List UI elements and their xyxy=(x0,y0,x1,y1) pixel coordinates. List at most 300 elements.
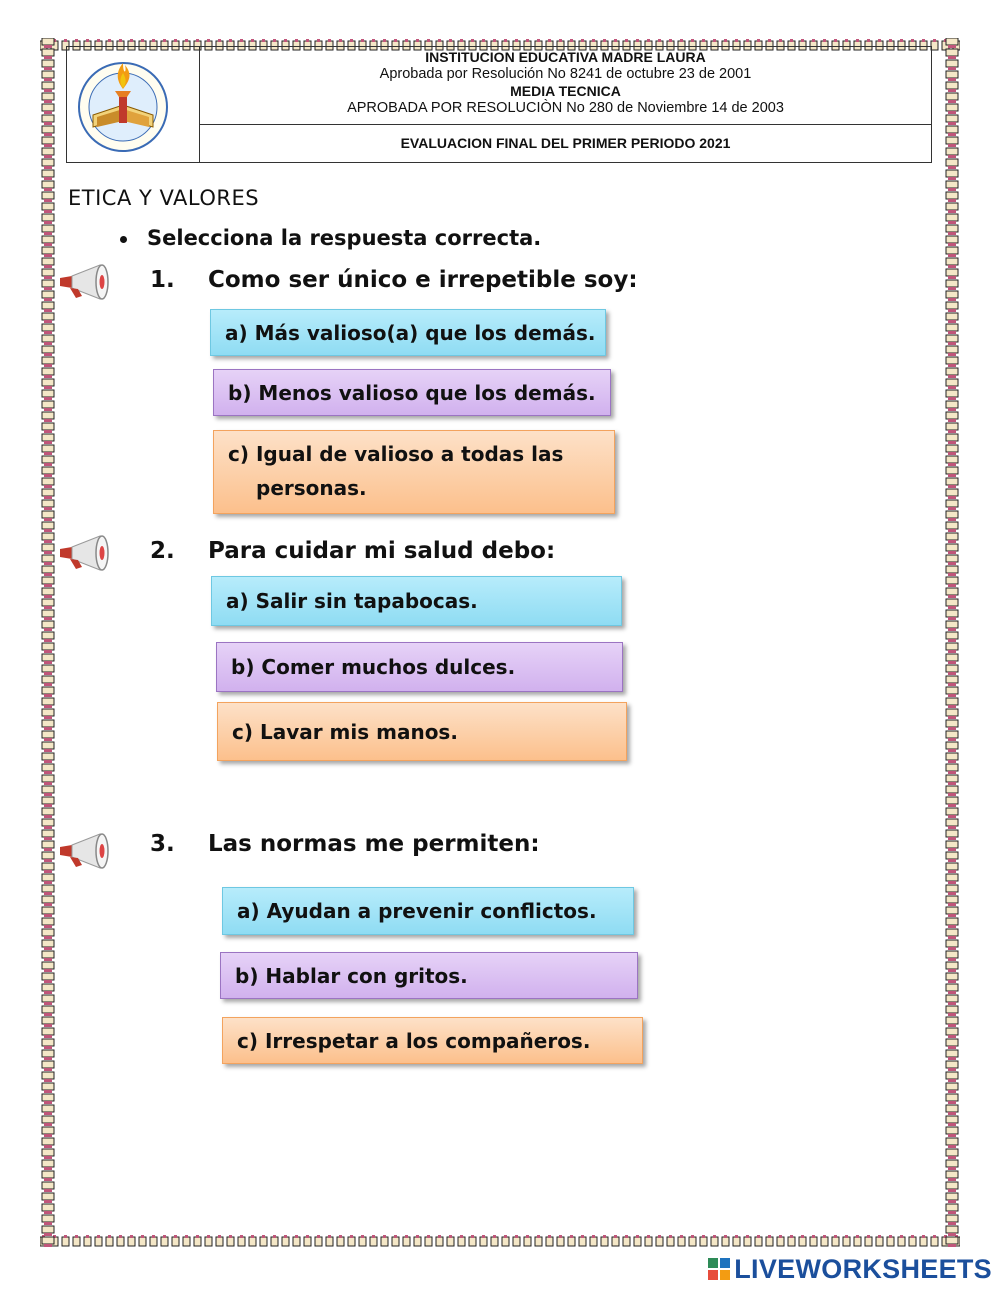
pencil-border-motif xyxy=(42,918,54,928)
pencil-border-motif xyxy=(337,1235,344,1246)
pencil-border-motif xyxy=(799,1235,806,1246)
pencil-border-motif xyxy=(216,1235,223,1246)
pencil-border-motif xyxy=(42,764,54,774)
pencil-border-motif xyxy=(946,764,958,774)
pencil-border-motif xyxy=(238,1235,245,1246)
header-table xyxy=(66,46,932,163)
pencil-border-motif xyxy=(946,863,958,873)
pencil-border-motif xyxy=(832,1235,839,1246)
pencil-border-motif xyxy=(946,522,958,532)
pencil-border-motif xyxy=(42,247,54,257)
pencil-border-motif xyxy=(42,863,54,873)
pencil-border-motif xyxy=(777,1235,784,1246)
pencil-border-motif xyxy=(260,1235,267,1246)
pencil-border-motif xyxy=(42,82,54,92)
pencil-border-right xyxy=(944,38,960,1248)
pencil-border-motif xyxy=(469,1235,476,1246)
pencil-border-motif xyxy=(42,698,54,708)
q3-option-c[interactable] xyxy=(222,1017,643,1064)
pencil-border-motif xyxy=(946,654,958,664)
pencil-border-motif xyxy=(42,742,54,752)
question-1-number: 1. xyxy=(150,267,175,293)
pencil-border-motif xyxy=(502,1235,509,1246)
q1-option-b[interactable] xyxy=(213,369,611,416)
pencil-border-motif xyxy=(42,995,54,1005)
pencil-border-motif xyxy=(946,874,958,884)
pencil-border-motif xyxy=(909,1235,916,1246)
pencil-border-motif xyxy=(42,291,54,301)
megaphone-icon[interactable] xyxy=(56,831,122,871)
pencil-border-motif xyxy=(42,819,54,829)
pencil-border-motif xyxy=(42,1171,54,1181)
pencil-border-motif xyxy=(946,1138,958,1148)
q3-option-a[interactable] xyxy=(222,887,634,935)
pencil-border-motif xyxy=(946,170,958,180)
pencil-border-motif xyxy=(42,885,54,895)
pencil-border-motif xyxy=(42,236,54,246)
institution-name: INSTITUCION EDUCATIVA MADRE LAURA xyxy=(425,49,706,65)
pencil-border-motif xyxy=(946,808,958,818)
pencil-border-motif xyxy=(42,962,54,972)
pencil-border-motif xyxy=(946,192,958,202)
pencil-border-motif xyxy=(447,1235,454,1246)
pencil-border-motif xyxy=(42,753,54,763)
pencil-border-motif xyxy=(436,1235,443,1246)
pencil-border-motif xyxy=(946,489,958,499)
pencil-border-motif xyxy=(42,797,54,807)
pencil-border-motif xyxy=(946,148,958,158)
pencil-border-motif xyxy=(42,1204,54,1214)
pencil-border-motif xyxy=(946,896,958,906)
pencil-border-motif xyxy=(42,126,54,136)
pencil-border-motif xyxy=(42,1193,54,1203)
approval-line-1: Aprobada por Resolución No 8241 de octubre 23 de 2001 xyxy=(379,66,752,82)
pencil-border-motif xyxy=(946,412,958,422)
pencil-border-motif xyxy=(711,1235,718,1246)
pencil-border-motif xyxy=(601,1235,608,1246)
header-exam-block xyxy=(200,125,931,162)
pencil-border-motif xyxy=(946,258,958,268)
pencil-border-motif xyxy=(946,247,958,257)
pencil-border-motif xyxy=(106,1235,113,1246)
pencil-border-motif xyxy=(392,1235,399,1246)
pencil-border-motif xyxy=(876,1235,883,1246)
pencil-border-motif xyxy=(42,1006,54,1016)
pencil-border-motif xyxy=(524,1235,531,1246)
pencil-border-motif xyxy=(946,544,958,554)
pencil-border-motif xyxy=(42,1116,54,1126)
pencil-border-motif xyxy=(42,907,54,917)
pencil-border-motif xyxy=(946,841,958,851)
pencil-border-motif xyxy=(946,1039,958,1049)
pencil-border-motif xyxy=(946,643,958,653)
pencil-border-motif xyxy=(293,1235,300,1246)
pencil-border-motif xyxy=(946,533,958,543)
pencil-border-motif xyxy=(73,1235,80,1246)
pencil-border-motif xyxy=(42,654,54,664)
pencil-border-motif xyxy=(42,258,54,268)
pencil-border-motif xyxy=(946,93,958,103)
pencil-border-motif xyxy=(42,1149,54,1159)
pencil-border-bottom xyxy=(40,1234,960,1248)
pencil-border-motif xyxy=(42,984,54,994)
pencil-border-motif xyxy=(42,500,54,510)
pencil-border-motif xyxy=(84,1235,91,1246)
pencil-border-motif xyxy=(42,93,54,103)
pencil-border-motif xyxy=(42,830,54,840)
pencil-border-motif xyxy=(359,1235,366,1246)
pencil-border-motif xyxy=(42,632,54,642)
pencil-border-motif xyxy=(62,1235,69,1246)
pencil-border-motif xyxy=(946,390,958,400)
pencil-border-motif xyxy=(557,1235,564,1246)
pencil-border-motif xyxy=(946,676,958,686)
pencil-border-motif xyxy=(42,60,54,70)
pencil-border-motif xyxy=(946,1160,958,1170)
pencil-border-motif xyxy=(480,1235,487,1246)
pencil-border-motif xyxy=(946,786,958,796)
pencil-border-motif xyxy=(810,1235,817,1246)
pencil-border-motif xyxy=(946,302,958,312)
pencil-border-motif xyxy=(946,720,958,730)
pencil-border-motif xyxy=(42,423,54,433)
pencil-border-motif xyxy=(42,324,54,334)
pencil-border-motif xyxy=(42,643,54,653)
pencil-border-motif xyxy=(788,1235,795,1246)
megaphone-icon[interactable] xyxy=(56,262,122,302)
pencil-border-motif xyxy=(946,214,958,224)
pencil-border-motif xyxy=(42,621,54,631)
pencil-border-motif xyxy=(161,1235,168,1246)
pencil-border-motif xyxy=(946,885,958,895)
pencil-border-motif xyxy=(946,1116,958,1126)
pencil-border-motif xyxy=(946,753,958,763)
question-2-text: Para cuidar mi salud debo: xyxy=(208,538,556,564)
pencil-border-motif xyxy=(931,39,938,50)
pencil-border-motif xyxy=(946,478,958,488)
pencil-border-motif xyxy=(946,907,958,917)
pencil-border-motif xyxy=(946,1182,958,1192)
pencil-border-motif xyxy=(42,445,54,455)
pencil-border-motif xyxy=(946,324,958,334)
pencil-border-motif xyxy=(42,775,54,785)
instruction xyxy=(120,226,541,250)
pencil-border-motif xyxy=(42,1028,54,1038)
pencil-border-motif xyxy=(282,1235,289,1246)
pencil-border-motif xyxy=(205,1235,212,1246)
pencil-border-motif xyxy=(42,731,54,741)
pencil-border-motif xyxy=(700,1235,707,1246)
pencil-border-motif xyxy=(42,434,54,444)
liveworksheets-watermark xyxy=(708,1254,992,1285)
pencil-border-motif xyxy=(920,1235,927,1246)
question-2-number: 2. xyxy=(150,538,175,564)
pencil-border-motif xyxy=(42,555,54,565)
pencil-border-motif xyxy=(183,1235,190,1246)
pencil-border-motif xyxy=(42,1138,54,1148)
pencil-border-motif xyxy=(887,1235,894,1246)
q2-option-b[interactable] xyxy=(216,642,623,692)
pencil-border-motif xyxy=(946,852,958,862)
pencil-border-motif xyxy=(42,511,54,521)
pencil-border-motif xyxy=(42,38,54,48)
pencil-border-motif xyxy=(42,269,54,279)
pencil-border-motif xyxy=(42,137,54,147)
pencil-border-motif xyxy=(348,1235,355,1246)
pencil-border-motif xyxy=(946,445,958,455)
pencil-border-motif xyxy=(95,1235,102,1246)
pencil-border-motif xyxy=(42,203,54,213)
header-institution-block xyxy=(200,47,931,125)
pencil-border-motif xyxy=(946,82,958,92)
pencil-border-motif xyxy=(946,1149,958,1159)
pencil-border-motif xyxy=(42,104,54,114)
pencil-border-motif xyxy=(42,1226,54,1236)
pencil-border-motif xyxy=(634,1235,641,1246)
pencil-border-motif xyxy=(946,731,958,741)
pencil-border-motif xyxy=(946,280,958,290)
pencil-border-motif xyxy=(42,467,54,477)
pencil-border-motif xyxy=(42,280,54,290)
pencil-border-motif xyxy=(946,313,958,323)
pencil-border-motif xyxy=(271,1235,278,1246)
pencil-border-motif xyxy=(946,467,958,477)
pencil-border-motif xyxy=(946,698,958,708)
pencil-border-motif xyxy=(128,1235,135,1246)
pencil-border-motif xyxy=(946,335,958,345)
subject-title: ETICA Y VALORES xyxy=(68,186,260,210)
pencil-border-motif xyxy=(42,599,54,609)
pencil-border-motif xyxy=(42,929,54,939)
pencil-border-motif xyxy=(946,511,958,521)
q2-option-a[interactable] xyxy=(211,576,622,626)
question-1-text: Como ser único e irrepetible soy: xyxy=(208,267,638,293)
pencil-border-motif xyxy=(755,1235,762,1246)
pencil-border-motif xyxy=(946,456,958,466)
q1-option-c[interactable] xyxy=(213,430,615,514)
pencil-border-motif xyxy=(946,709,958,719)
pencil-border-motif xyxy=(425,1235,432,1246)
instruction-text: Selecciona la respuesta correcta. xyxy=(147,226,542,250)
pencil-border-motif xyxy=(946,1094,958,1104)
q3-option-b[interactable] xyxy=(220,952,638,999)
pencil-border-motif xyxy=(946,1193,958,1203)
pencil-border-motif xyxy=(946,434,958,444)
pencil-border-motif xyxy=(249,1235,256,1246)
pencil-border-motif xyxy=(42,874,54,884)
pencil-border-motif xyxy=(946,555,958,565)
q2-option-b-label: b) Comer muchos dulces. xyxy=(231,655,516,679)
pencil-border-motif xyxy=(946,830,958,840)
pencil-border-motif xyxy=(42,577,54,587)
pencil-border-motif xyxy=(568,1235,575,1246)
pencil-border-motif xyxy=(946,1028,958,1038)
question-3-text: Las normas me permiten: xyxy=(208,831,540,857)
pencil-border-motif xyxy=(42,533,54,543)
pencil-border-motif xyxy=(42,1182,54,1192)
pencil-border-motif xyxy=(946,665,958,675)
pencil-border-motif xyxy=(689,1235,696,1246)
pencil-border-motif xyxy=(946,632,958,642)
pencil-border-motif xyxy=(946,1050,958,1060)
pencil-border-motif xyxy=(42,313,54,323)
pencil-border-motif xyxy=(42,379,54,389)
pencil-border-motif xyxy=(946,60,958,70)
pencil-border-motif xyxy=(370,1235,377,1246)
pencil-border-motif xyxy=(458,1235,465,1246)
pencil-border-motif xyxy=(946,357,958,367)
q3-option-b-label: b) Hablar con gritos. xyxy=(235,963,468,988)
pencil-border-motif xyxy=(946,137,958,147)
bullet-dot xyxy=(120,236,127,243)
pencil-border-motif xyxy=(946,951,958,961)
pencil-border-motif xyxy=(42,192,54,202)
pencil-border-motif xyxy=(326,1235,333,1246)
pencil-border-motif xyxy=(42,302,54,312)
pencil-border-motif xyxy=(42,1072,54,1082)
pencil-border-motif xyxy=(667,1235,674,1246)
pencil-border-motif xyxy=(315,1235,322,1246)
pencil-border-motif xyxy=(678,1235,685,1246)
pencil-border-motif xyxy=(42,412,54,422)
pencil-border-motif xyxy=(42,225,54,235)
pencil-border-motif xyxy=(150,1235,157,1246)
pencil-border-motif xyxy=(42,71,54,81)
pencil-border-motif xyxy=(42,808,54,818)
pencil-border-motif xyxy=(42,896,54,906)
pencil-border-motif xyxy=(579,1235,586,1246)
pencil-border-motif xyxy=(227,1235,234,1246)
pencil-border-motif xyxy=(946,1017,958,1027)
pencil-border-motif xyxy=(42,368,54,378)
pencil-border-motif xyxy=(42,1127,54,1137)
pencil-border-motif xyxy=(946,918,958,928)
pencil-border-motif xyxy=(42,522,54,532)
watermark-text: LIVEWORKSHEETS xyxy=(734,1254,992,1284)
pencil-border-motif xyxy=(42,709,54,719)
pencil-border-motif xyxy=(946,577,958,587)
q1-option-c-label-line2: personas. xyxy=(256,476,367,500)
pencil-border-motif xyxy=(42,841,54,851)
pencil-border-motif xyxy=(42,159,54,169)
pencil-border-motif xyxy=(656,1235,663,1246)
pencil-border-motif xyxy=(946,995,958,1005)
pencil-border-motif xyxy=(42,170,54,180)
pencil-border-motif xyxy=(42,1039,54,1049)
pencil-border-motif xyxy=(42,214,54,224)
pencil-border-motif xyxy=(42,1237,54,1247)
pencil-border-motif xyxy=(843,1235,850,1246)
pencil-border-motif xyxy=(139,1235,146,1246)
pencil-border-motif xyxy=(946,1006,958,1016)
pencil-border-motif xyxy=(722,1235,729,1246)
q3-option-a-label: a) Ayudan a prevenir conflictos. xyxy=(237,899,597,923)
pencil-border-motif xyxy=(946,115,958,125)
pencil-border-motif xyxy=(42,390,54,400)
pencil-border-motif xyxy=(946,379,958,389)
pencil-border-motif xyxy=(946,126,958,136)
pencil-border-motif xyxy=(194,1235,201,1246)
pencil-border-motif xyxy=(946,401,958,411)
pencil-border-motif xyxy=(42,687,54,697)
pencil-border-motif xyxy=(946,1061,958,1071)
pencil-border-motif xyxy=(946,1204,958,1214)
level-label: MEDIA TECNICA xyxy=(510,83,621,99)
q1-option-a[interactable] xyxy=(210,309,606,356)
q2-option-a-label: a) Salir sin tapabocas. xyxy=(226,589,478,613)
q3-option-c-label: c) Irrespetar a los compañeros. xyxy=(237,1028,591,1053)
q1-option-b-label: b) Menos valioso que los demás. xyxy=(228,380,596,405)
pencil-border-motif xyxy=(946,687,958,697)
pencil-border-motif xyxy=(42,1017,54,1027)
megaphone-icon[interactable] xyxy=(56,533,122,573)
approval-line-2: APROBADA POR RESOLUCIÒN No 280 de Noviembre 14 de 2003 xyxy=(347,100,784,116)
pencil-border-motif xyxy=(946,588,958,598)
pencil-border-motif xyxy=(946,1105,958,1115)
pencil-border-motif xyxy=(946,1083,958,1093)
pencil-border-motif xyxy=(946,610,958,620)
pencil-border-motif xyxy=(42,49,54,59)
pencil-border-motif xyxy=(42,566,54,576)
pencil-border-motif xyxy=(946,1215,958,1225)
pencil-border-motif xyxy=(946,1226,958,1236)
pencil-border-motif xyxy=(946,1171,958,1181)
pencil-border-motif xyxy=(946,566,958,576)
pencil-border-motif xyxy=(946,797,958,807)
pencil-border-motif xyxy=(612,1235,619,1246)
pencil-border-motif xyxy=(42,786,54,796)
logo-cell xyxy=(67,47,200,162)
pencil-border-motif xyxy=(42,1105,54,1115)
pencil-border-motif xyxy=(42,181,54,191)
pencil-border-motif xyxy=(414,1235,421,1246)
pencil-border-motif xyxy=(42,610,54,620)
pencil-border-motif xyxy=(623,1235,630,1246)
pencil-border-motif xyxy=(513,1235,520,1246)
pencil-border-motif xyxy=(42,115,54,125)
pencil-border-motif xyxy=(946,38,958,48)
pencil-border-motif xyxy=(946,368,958,378)
pencil-border-motif xyxy=(42,148,54,158)
pencil-border-motif xyxy=(766,1235,773,1246)
pencil-border-motif xyxy=(946,621,958,631)
pencil-border-motif xyxy=(42,1160,54,1170)
school-torch-logo-icon xyxy=(67,47,199,162)
liveworksheets-logo-icon xyxy=(708,1258,730,1280)
pencil-border-motif xyxy=(865,1235,872,1246)
pencil-border-motif xyxy=(946,962,958,972)
exam-title: EVALUACION FINAL DEL PRIMER PERIODO 2021 xyxy=(400,135,731,151)
pencil-border-motif xyxy=(42,357,54,367)
pencil-border-motif xyxy=(946,1127,958,1137)
pencil-border-motif xyxy=(590,1235,597,1246)
pencil-border-motif xyxy=(946,225,958,235)
pencil-border-motif xyxy=(821,1235,828,1246)
pencil-border-motif xyxy=(946,973,958,983)
pencil-border-motif xyxy=(946,742,958,752)
pencil-border-motif xyxy=(491,1235,498,1246)
question-3-number: 3. xyxy=(150,831,175,857)
pencil-border-motif xyxy=(42,973,54,983)
pencil-border-motif xyxy=(946,203,958,213)
pencil-border-motif xyxy=(946,599,958,609)
pencil-border-motif xyxy=(931,1235,938,1246)
q2-option-c[interactable] xyxy=(217,702,627,761)
pencil-border-motif xyxy=(172,1235,179,1246)
pencil-border-motif xyxy=(946,236,958,246)
pencil-border-motif xyxy=(733,1235,740,1246)
pencil-border-motif xyxy=(42,852,54,862)
